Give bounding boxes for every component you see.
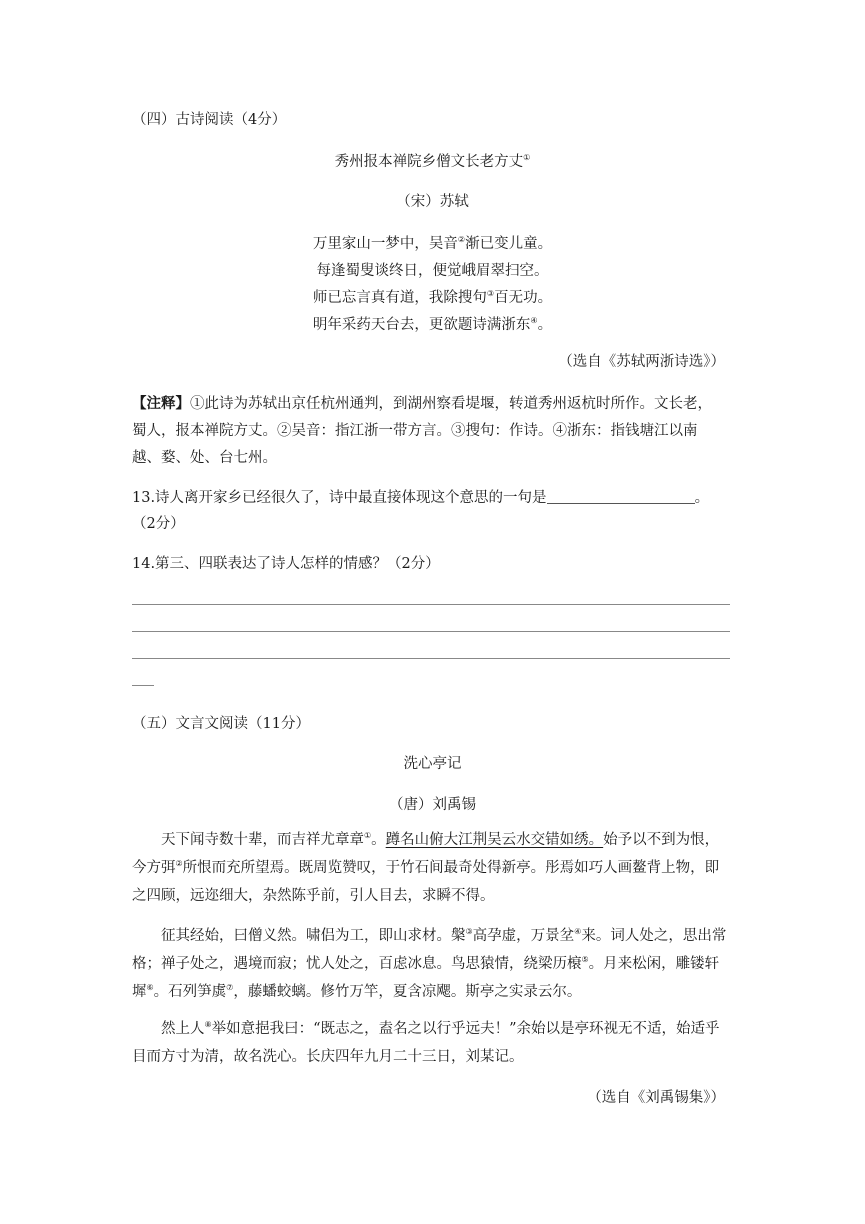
question-13 <box>132 486 709 507</box>
prose-text: 然上人 <box>161 1021 205 1037</box>
question-13-end: 。 <box>694 490 710 506</box>
answer-line[interactable] <box>132 631 730 632</box>
poem-text: 渐已变儿童。 <box>465 236 553 252</box>
footnote-marker: ② <box>175 859 183 869</box>
poem-line-1 <box>0 232 865 253</box>
prose-paragraph-1 <box>132 826 732 910</box>
footnote-marker: ④ <box>530 316 538 326</box>
question-14: 14.第三、四联表达了诗人怎样的情感？（2分） <box>132 556 440 572</box>
poem-text: 明年采药天台去，更欲题诗满浙东 <box>312 317 531 333</box>
prose-paragraph-3 <box>132 1015 732 1071</box>
prose-text: 征其经始，曰僧义然。啸侣为工，即山求材。槃 <box>161 928 466 944</box>
footnote-marker: ③ <box>465 927 473 937</box>
poem-line-2 <box>0 259 865 280</box>
prose-author: （唐）刘禹锡 <box>389 797 476 813</box>
poem-author: （宋）苏轼 <box>396 194 469 210</box>
note-text: ①此诗为苏轼出京任杭州通判，到湖州察看堤堰，转道秀州返杭时所作。文长老， <box>190 396 712 412</box>
poem-note-line-2: 蜀人，报本禅院方丈。②吴音：指江浙一带方言。③搜句：作诗。④浙东：指钱塘江以南 <box>132 423 698 439</box>
section-heading-poem: （四）古诗阅读（4分） <box>132 112 287 128</box>
prose-text: 始予以不到为恨，今方弭 <box>132 832 720 876</box>
prose-text: 举如意挹我曰：“既志之，盍名之以行乎远夫！”余始以是亭环视无不适，始适乎目而方寸为清，故名洗心。长庆四年九月二十三日，刘某记。 <box>132 1021 720 1065</box>
prose-source: （选自《刘禹锡集》） <box>587 1090 725 1106</box>
footnote-marker: ① <box>364 831 372 841</box>
poem-title-text: 秀州报本禅院乡僧文长老方丈 <box>334 154 524 170</box>
poem-title <box>0 150 865 171</box>
footnote-marker: ⑤ <box>581 955 589 965</box>
poem-note-line-3: 越、婺、处、台七州。 <box>132 450 277 466</box>
prose-text: 。石列笋虡 <box>153 984 227 1000</box>
prose-text: 来。词人处之，思出常格；禅子处之，遇境而寂；忧人处之，百虑冰息。鸟思猿情，绕梁历榱 <box>132 928 727 972</box>
poem-line-4 <box>0 313 865 334</box>
underlined-sentence: 蹲名山俯大江荆吴云水交错如绣。 <box>385 832 604 848</box>
poem-text: 师已忘言真有道，我除搜句 <box>312 290 487 306</box>
poem-line-3 <box>0 286 865 307</box>
poem-source: （选自《苏轼两浙诗选》） <box>558 354 725 370</box>
prose-text: 所恨而充所望焉。既周览赞叹，于竹石间最奇处得新亭。彤焉如巧人画鳌背上物，即之四顾，远迩细大，杂然陈乎前，引人目去，求瞬不得。 <box>132 860 720 904</box>
footnote-marker: ① <box>523 153 531 163</box>
footnote-marker: ⑧ <box>204 1020 212 1030</box>
prose-text: 。 <box>371 832 386 848</box>
poem-text: 。 <box>537 317 553 333</box>
prose-text: 。月来松闲，雕镂轩墀 <box>132 956 720 1000</box>
prose-text: 高孕虚，万景坌 <box>472 928 575 944</box>
prose-text: ，藤蟠蛟螭。修竹万竿，夏含凉飔。斯亭之实录云尔。 <box>233 984 582 1000</box>
prose-paragraph-2 <box>132 922 732 1006</box>
poem-text: 每逢蜀叟谈终日，便觉峨眉翠扫空。 <box>316 263 549 279</box>
poem-note <box>132 392 712 413</box>
footnote-marker: ④ <box>574 927 582 937</box>
answer-blank[interactable] <box>547 491 695 504</box>
prose-title: 洗心亭记 <box>403 756 462 772</box>
question-13-text: 13.诗人离开家乡已经很久了，诗中最直接体现这个意思的一句是 <box>132 490 547 506</box>
poem-text: 万里家山一梦中，吴音 <box>312 236 458 252</box>
footnote-marker: ③ <box>486 289 495 299</box>
footnote-marker: ⑥ <box>146 983 154 993</box>
answer-line[interactable] <box>132 685 154 686</box>
note-label: 【注释】 <box>132 395 190 412</box>
answer-line[interactable] <box>132 658 730 659</box>
prose-text: 天下闻寺数十辈，而吉祥尤章章 <box>161 832 364 848</box>
question-13-score: （2分） <box>132 516 185 532</box>
answer-line[interactable] <box>132 604 730 605</box>
footnote-marker: ② <box>457 235 466 245</box>
section-heading-prose: （五）文言文阅读（11分） <box>132 716 310 732</box>
poem-text: 百无功。 <box>494 290 553 306</box>
footnote-marker: ⑦ <box>226 983 234 993</box>
